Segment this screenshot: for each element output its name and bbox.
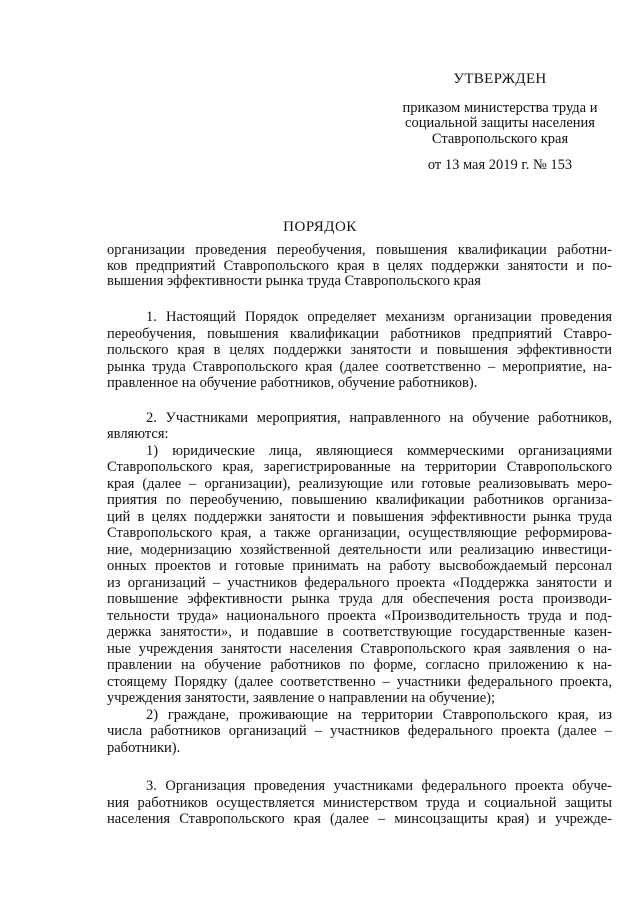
document-title: ПОРЯДОК: [283, 219, 357, 235]
approval-stamp: [380, 72, 620, 174]
text-line: 1. Настоящий Порядок определяет механизм организации проведения: [146, 309, 612, 325]
approval-line: приказом министерства труда и: [402, 99, 598, 116]
text-line: польского края в целях поддержки занятости и повышения эффективности: [107, 342, 612, 358]
subtitle-line: ков предприятий Ставропольского края в целях поддержки занятости и по-: [107, 257, 612, 274]
approval-line: Ставропольского края: [431, 130, 569, 147]
approval-line: социальной защиты населения: [405, 115, 595, 131]
text-line: переобучения, повышения квалификации работников предприятий Ставро-: [107, 325, 612, 342]
text-line: являются:: [107, 426, 169, 442]
text-line: ния работников осуществляется министерством труда и социальной защиты: [107, 794, 612, 811]
text-line: повышение эффективности рынка труда для обеспечения роста производи-: [107, 591, 612, 607]
text-line: стоящему Порядку (далее соответственно – участники федерального проекта,: [107, 673, 612, 690]
text-line: Ставропольского края, зарегистрированные на территории Ставропольского: [107, 459, 612, 475]
text-line: учреждения занятости, заявление о направлении на обучение);: [107, 690, 495, 706]
text-line: из организаций – участников федерального проекта «Поддержка занятости и: [107, 574, 612, 591]
paragraph-2-item-2: [107, 707, 612, 757]
text-line: приятия по переобучению, повышению квалификации работников организа-: [107, 492, 612, 508]
text-line: правлении на обучение работников по форме, согласно приложению к на-: [107, 657, 612, 673]
text-line: 1) юридические лица, являющиеся коммерческими организациями: [146, 442, 612, 459]
text-line: держка занятости», и подавшие в соответствующие государственные казен-: [107, 624, 612, 640]
text-line: края (далее – организации), реализующие или готовые реализовывать меро-: [107, 475, 612, 492]
text-line: ные учреждения занятости населения Ставропольского края заявления о на-: [107, 640, 612, 657]
document-subtitle: [107, 243, 612, 290]
text-line: числа работников организаций – участников федерального проекта (далее –: [107, 723, 612, 739]
text-line: рынка труда Ставропольского края (далее соответственно – мероприятие, на-: [107, 358, 612, 375]
text-line: 2. Участниками мероприятия, направленного на обучение работников,: [146, 409, 612, 426]
paragraph-1: [107, 309, 612, 392]
text-line: населения Ставропольского края (далее – минсоцзащиты края) и учрежде-: [107, 811, 612, 827]
text-line: онных проектов и готовые принимать на работу высвобождаемый персонал: [107, 558, 612, 574]
approval-date: от 13 мая 2019 г. № 153: [427, 157, 573, 173]
text-line: тельности труда» национального проекта «Производительность труда и под-: [107, 607, 612, 624]
text-line: Ставропольского края, а также организации, осуществляющие реформирова-: [107, 525, 612, 541]
text-line: 2) граждане, проживающие на территории Ставропольского края, из: [146, 706, 612, 723]
paragraph-2: [107, 410, 612, 443]
subtitle-line: организации проведения переобучения, повышения квалификации работни-: [107, 242, 612, 258]
approval-heading: УТВЕРЖДЕН: [453, 71, 547, 87]
paragraph-3: [107, 778, 612, 828]
text-line: ций в целях поддержки занятости и повышения эффективности рынка труда: [107, 508, 612, 525]
document-body: [107, 309, 612, 828]
text-line: работники).: [107, 739, 181, 756]
text-line: 3. Организация проведения участниками федерального проекта обуче-: [146, 778, 612, 794]
subtitle-line: вышения эффективности рынка труда Ставропольского края: [107, 273, 481, 289]
paragraph-2-item-1: [107, 443, 612, 707]
text-line: правленное на обучение работников, обучение работников).: [107, 375, 478, 391]
text-line: ние, модернизацию хозяйственной деятельности или реализацию инвестици-: [107, 541, 612, 558]
